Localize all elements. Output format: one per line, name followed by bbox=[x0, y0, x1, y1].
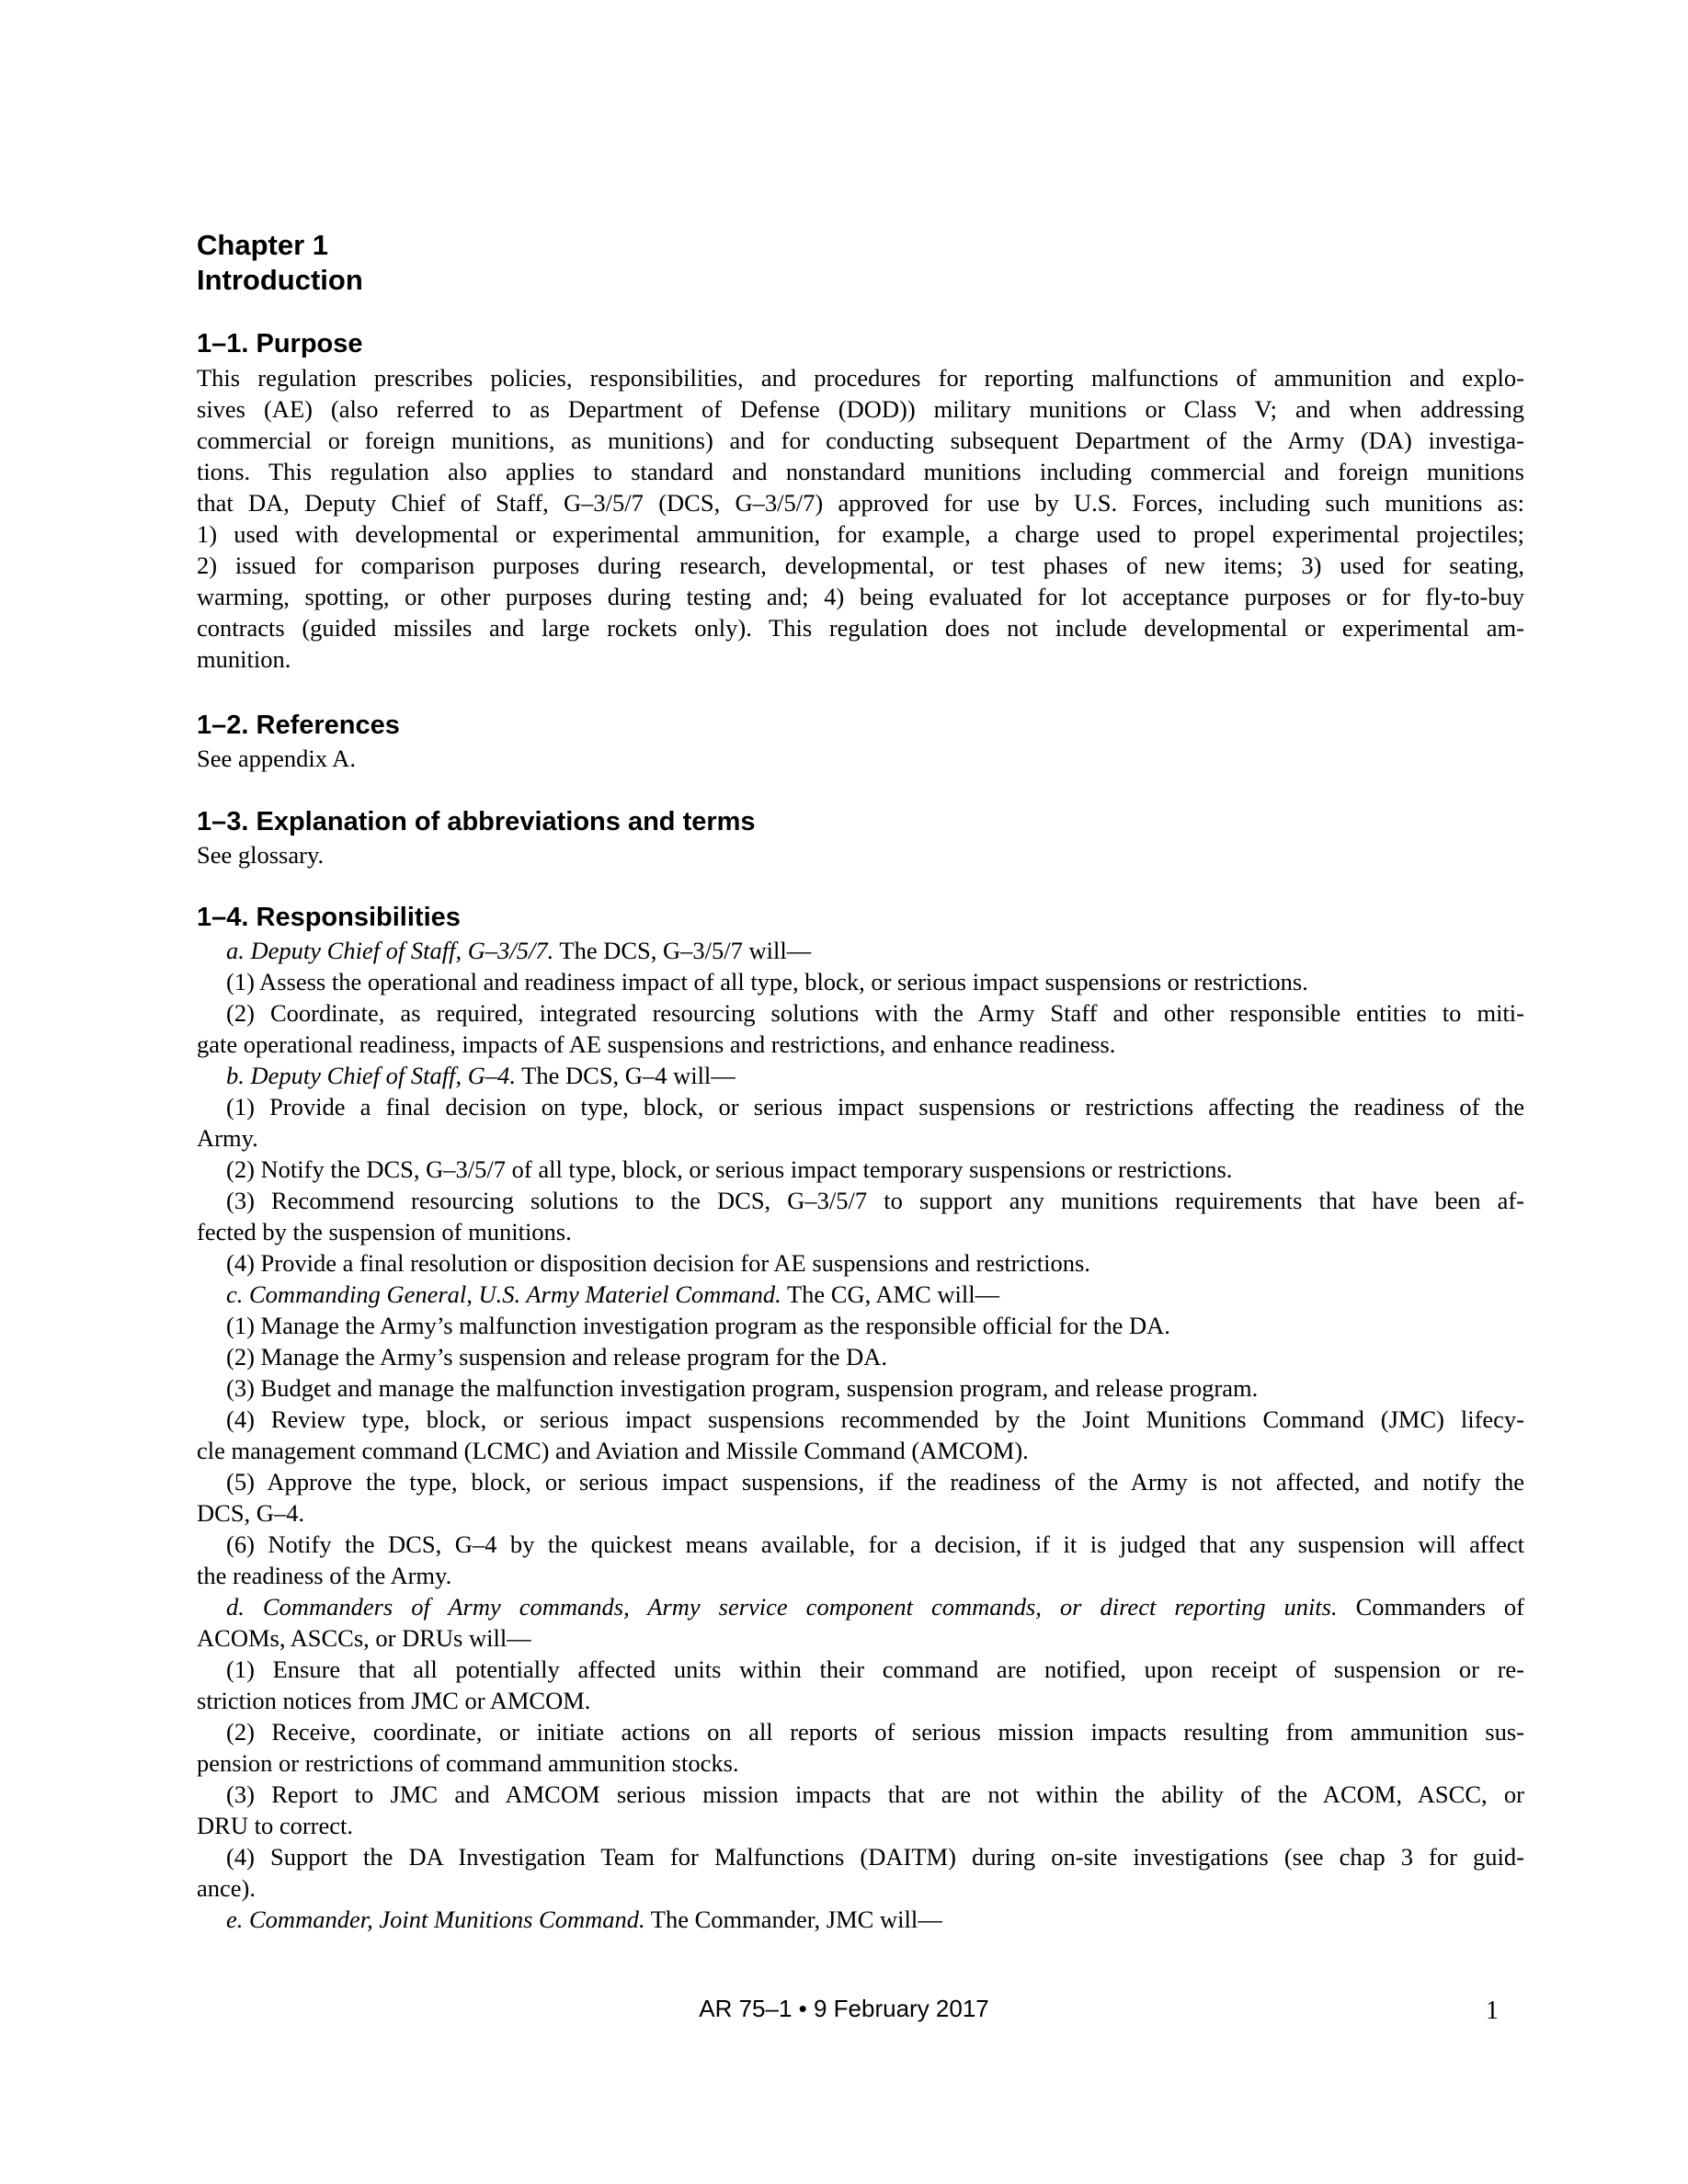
subsection-e-lead: The Commander, JMC will— bbox=[644, 1905, 942, 1933]
references-line: See appendix A. bbox=[197, 745, 356, 772]
list-item: (3) Budget and manage the malfunction investigation program, suspension program, and release program. bbox=[226, 1374, 1259, 1402]
section-heading-responsibilities: 1–4. Responsibilities bbox=[197, 903, 461, 932]
list-item-continuation: DCS, G–4. bbox=[197, 1499, 305, 1527]
subsection-d-title: d. Commanders of Army commands, Army service component commands, or direct reporting units. bbox=[226, 1593, 1338, 1621]
purpose-line: 1) used with developmental or experimental ammunition, for example, a charge used to propel experimental projectiles; bbox=[197, 520, 1524, 548]
list-item: (6) Notify the DCS, G–4 by the quickest means available, for a decision, if it is judged that any suspension will affect bbox=[226, 1530, 1524, 1558]
section-heading-abbreviations: 1–3. Explanation of abbreviations and terms bbox=[197, 807, 756, 836]
subsection-c-heading bbox=[197, 1279, 1524, 1310]
list-item: (1) Provide a final decision on type, block, or serious impact suspensions or restrictions affecting the readiness of the bbox=[226, 1093, 1524, 1120]
purpose-line: 2) issued for comparison purposes during research, developmental, or test phases of new items; 3) used for seating, bbox=[197, 552, 1524, 579]
purpose-paragraph bbox=[197, 362, 1524, 675]
purpose-line: contracts (guided missiles and large rockets only). This regulation does not include developmental or experimental am- bbox=[197, 614, 1524, 642]
references-text bbox=[197, 743, 1524, 774]
responsibilities-body bbox=[197, 935, 1524, 1935]
subsection-a-lead: The DCS, G–3/5/7 will— bbox=[553, 937, 812, 964]
subsection-d-continuation: ACOMs, ASCCs, or DRUs will— bbox=[197, 1624, 531, 1652]
list-item-continuation: the readiness of the Army. bbox=[197, 1562, 452, 1589]
purpose-line: that DA, Deputy Chief of Staff, G–3/5/7 (DCS, G–3/5/7) approved for use by U.S. Forces, including such munitions as: bbox=[197, 489, 1524, 517]
subsection-e-title: e. Commander, Joint Munitions Command. bbox=[226, 1905, 645, 1933]
list-item: (3) Recommend resourcing solutions to the DCS, G–3/5/7 to support any munitions requirements that have been af- bbox=[226, 1187, 1524, 1214]
subsection-e-heading bbox=[197, 1904, 1524, 1935]
list-item-continuation: striction notices from JMC or AMCOM. bbox=[197, 1687, 591, 1714]
subsection-b-heading bbox=[197, 1060, 1524, 1091]
page-footer: AR 75–1 • 9 February 2017 bbox=[699, 1995, 989, 2022]
list-item: (2) Coordinate, as required, integrated resourcing solutions with the Army Staff and other responsible entities to miti- bbox=[226, 999, 1524, 1027]
list-item: (4) Provide a final resolution or disposition decision for AE suspensions and restrictions. bbox=[226, 1249, 1090, 1277]
subsection-d-lead: Commanders of bbox=[1337, 1593, 1524, 1621]
purpose-line: commercial or foreign munitions, as munitions) and for conducting subsequent Department of the Army (DA) investiga- bbox=[197, 427, 1524, 454]
list-item: (2) Manage the Army’s suspension and release program for the DA. bbox=[226, 1343, 887, 1371]
abbreviations-text bbox=[197, 839, 1524, 870]
purpose-line: warming, spotting, or other purposes during testing and; 4) being evaluated for lot acceptance purposes or for fly-to-buy bbox=[197, 583, 1524, 610]
list-item: (1) Assess the operational and readiness impact of all type, block, or serious impact suspensions or restrictions. bbox=[226, 968, 1308, 995]
chapter-heading bbox=[197, 228, 363, 298]
subsection-a-heading bbox=[197, 935, 1524, 966]
list-item-continuation: DRU to correct. bbox=[197, 1812, 353, 1839]
list-item-continuation: Army. bbox=[197, 1124, 258, 1152]
list-item-continuation: cle management command (LCMC) and Aviation and Missile Command (AMCOM). bbox=[197, 1437, 1029, 1464]
list-item: (4) Support the DA Investigation Team for Malfunctions (DAITM) during on-site investigations (see chap 3 for guid- bbox=[226, 1843, 1524, 1871]
page-number: 1 bbox=[1486, 1996, 1499, 2025]
list-item: (1) Manage the Army’s malfunction investigation program as the responsible official for the DA. bbox=[226, 1312, 1170, 1339]
chapter-number: Chapter 1 bbox=[197, 229, 328, 261]
section-heading-purpose: 1–1. Purpose bbox=[197, 329, 363, 358]
purpose-line: munition. bbox=[197, 645, 291, 673]
subsection-b-lead: The DCS, G–4 will— bbox=[516, 1062, 736, 1089]
list-item-continuation: pension or restrictions of command ammunition stocks. bbox=[197, 1749, 739, 1777]
chapter-title: Introduction bbox=[197, 264, 363, 296]
list-item: (1) Ensure that all potentially affected units within their command are notified, upon receipt of suspension or re- bbox=[226, 1655, 1524, 1683]
purpose-line: sives (AE) (also referred to as Department of Defense (DOD)) military munitions or Class V; and when addressing bbox=[197, 395, 1524, 423]
purpose-line: tions. This regulation also applies to standard and nonstandard munitions including commercial and foreign munitions bbox=[197, 458, 1524, 485]
list-item: (4) Review type, block, or serious impact suspensions recommended by the Joint Munitions Command (JMC) lifecy- bbox=[226, 1405, 1524, 1433]
subsection-a-title: a. Deputy Chief of Staff, G–3/5/7. bbox=[226, 937, 554, 964]
list-item-continuation: ance). bbox=[197, 1874, 256, 1902]
list-item: (2) Receive, coordinate, or initiate actions on all reports of serious mission impacts resulting from ammunition sus- bbox=[226, 1718, 1524, 1746]
subsection-d-heading bbox=[197, 1591, 1524, 1622]
list-item: (3) Report to JMC and AMCOM serious mission impacts that are not within the ability of the ACOM, ASCC, or bbox=[226, 1780, 1524, 1808]
subsection-b-title: b. Deputy Chief of Staff, G–4. bbox=[226, 1062, 517, 1089]
subsection-c-lead: The CG, AMC will— bbox=[781, 1280, 1000, 1308]
abbreviations-line: See glossary. bbox=[197, 841, 325, 869]
purpose-line: This regulation prescribes policies, responsibilities, and procedures for reporting malfunctions of ammunition and explo- bbox=[197, 364, 1524, 392]
list-item: (2) Notify the DCS, G–3/5/7 of all type, block, or serious impact temporary suspensions or restrictions. bbox=[226, 1155, 1233, 1183]
section-heading-references: 1–2. References bbox=[197, 711, 400, 740]
list-item: (5) Approve the type, block, or serious impact suspensions, if the readiness of the Army is not affected, and notify the bbox=[226, 1468, 1524, 1496]
list-item-continuation: gate operational readiness, impacts of AE suspensions and restrictions, and enhance readiness. bbox=[197, 1030, 1116, 1058]
subsection-c-title: c. Commanding General, U.S. Army Materiel Command. bbox=[226, 1280, 781, 1308]
list-item-continuation: fected by the suspension of munitions. bbox=[197, 1218, 572, 1246]
